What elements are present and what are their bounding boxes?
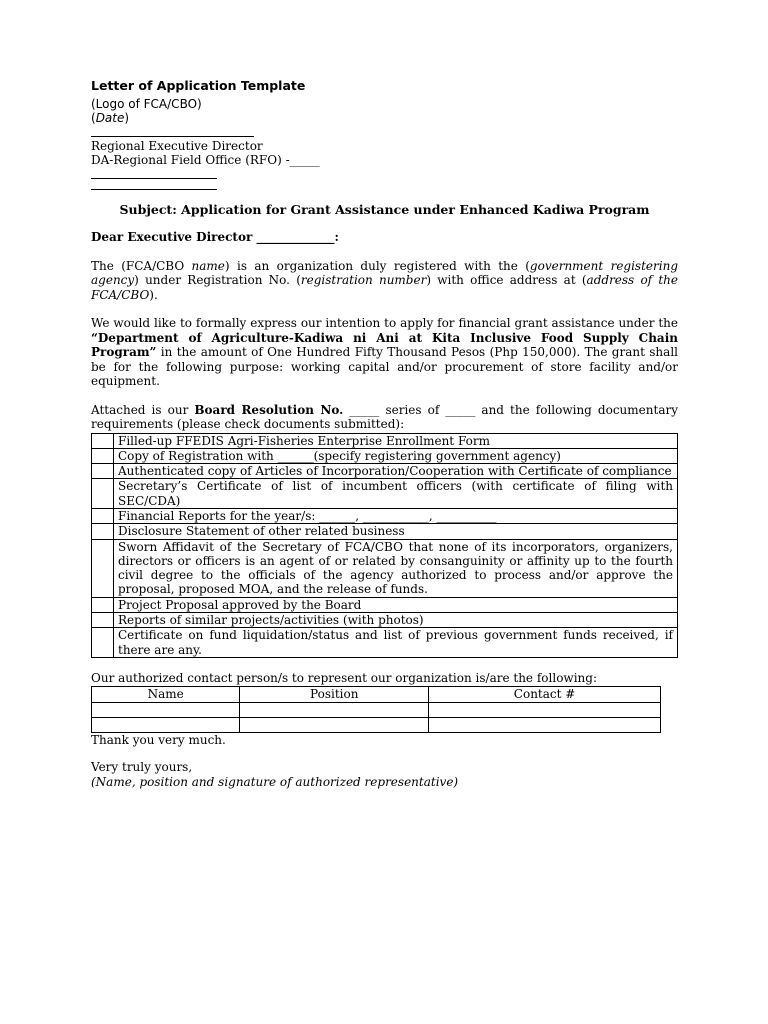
- checkbox-cell[interactable]: [92, 508, 114, 523]
- recipient-office: DA-Regional Field Office (RFO) -_____: [91, 153, 320, 167]
- document-item: Financial Reports for the year/s: ______, ___________, __________: [114, 508, 678, 523]
- name-cell[interactable]: [92, 702, 240, 717]
- position-cell[interactable]: [240, 717, 429, 732]
- table-header-row: [92, 687, 661, 703]
- header-name: Name: [92, 687, 240, 703]
- checkbox-cell[interactable]: [92, 539, 114, 597]
- logo-placeholder: (Logo of FCA/CBO): [91, 96, 202, 111]
- checkbox-cell[interactable]: [92, 613, 114, 628]
- table-row: [92, 508, 678, 523]
- table-row: [92, 539, 678, 597]
- recipient-title: Regional Executive Director: [91, 138, 263, 153]
- contact-intro: Our authorized contact person/s to represent our organization is/are the following:: [91, 670, 597, 685]
- document-item: Filled-up FFEDIS Agri-Fisheries Enterprise Enrollment Form: [114, 433, 678, 448]
- table-row: [92, 628, 678, 658]
- sign-off: Very truly yours,: [91, 760, 193, 775]
- contact-table: [91, 686, 661, 733]
- checkbox-cell[interactable]: [92, 628, 114, 658]
- checkbox-cell[interactable]: [92, 464, 114, 479]
- table-row: [92, 524, 678, 539]
- table-row: [92, 433, 678, 448]
- paragraph-attachments: Attached is our Board Resolution No. _____ series of _____ and the following documentary requirements (please check documents submitted):: [91, 402, 678, 431]
- checkbox-cell[interactable]: [92, 524, 114, 539]
- document-title: Letter of Application Template: [91, 78, 306, 93]
- subject-line: Subject: Application for Grant Assistance under Enhanced Kadiwa Program: [119, 201, 650, 217]
- contact-cell[interactable]: [429, 717, 661, 732]
- table-row: [92, 613, 678, 628]
- document-item: Certificate on fund liquidation/status and list of previous government funds received, if there are any.: [114, 628, 678, 658]
- paragraph-registration: The (FCA/CBO name) is an organization duly registered with the (government registering agency) under Registration No. (registration number) with office address at (address of the FCA/CBO).: [91, 258, 679, 302]
- table-row: [92, 464, 678, 479]
- signature-note: (Name, position and signature of authorized representative): [91, 774, 459, 789]
- table-row: [92, 702, 661, 717]
- document-item: Authenticated copy of Articles of Incorporation/Cooperation with Certificate of compliance: [114, 464, 678, 479]
- document-item: Project Proposal approved by the Board: [114, 597, 678, 612]
- position-cell[interactable]: [240, 702, 429, 717]
- contact-cell[interactable]: [429, 702, 661, 717]
- checkbox-cell[interactable]: [92, 433, 114, 448]
- paragraph-intention: We would like to formally express our intention to apply for financial grant assistance under the “Department of Agriculture-Kadiwa ni Ani at Kita Inclusive Food Supply Chain Program” in the amount of One Hundred Fifty Thousand Pesos (Php 150,000). The grant shall be for the following purpose: working capital and/or procurement of store facility and/or equipment.: [91, 316, 678, 388]
- documents-checklist: [91, 433, 678, 658]
- date-label: Date: [95, 111, 125, 125]
- document-item: Disclosure Statement of other related business: [114, 524, 678, 539]
- document-item: Sworn Affidavit of the Secretary of FCA/CBO that none of its incorporators, organizers, directors or officers is an agent of or related by consanguinity or affinity up to the fourth civil degree to the officials of the agency authorized to process and/or approve the proposal, proposed MOA, and the release of funds.: [114, 539, 678, 597]
- document-item: Copy of Registration with ______(specify registering government agency): [114, 448, 678, 463]
- checkbox-cell[interactable]: [92, 448, 114, 463]
- table-row: [92, 597, 678, 612]
- table-row: [92, 479, 678, 509]
- table-row: [92, 717, 661, 732]
- table-row: [92, 448, 678, 463]
- salutation: Dear Executive Director _____________:: [91, 230, 339, 244]
- thank-you: Thank you very much.: [91, 732, 226, 747]
- header-position: Position: [240, 687, 429, 703]
- letter-template: [91, 79, 678, 789]
- document-item: Reports of similar projects/activities (with photos): [114, 613, 678, 628]
- checkbox-cell[interactable]: [92, 597, 114, 612]
- address-line-1: [91, 168, 217, 179]
- blank-line: [91, 126, 254, 137]
- checkbox-cell[interactable]: [92, 479, 114, 509]
- header-contact: Contact #: [429, 687, 661, 703]
- name-cell[interactable]: [92, 717, 240, 732]
- document-item: Secretary’s Certificate of list of incumbent officers (with certificate of filing with SEC/CDA): [114, 479, 678, 509]
- address-line-2: [91, 179, 217, 190]
- date-placeholder: (Date): [91, 111, 130, 125]
